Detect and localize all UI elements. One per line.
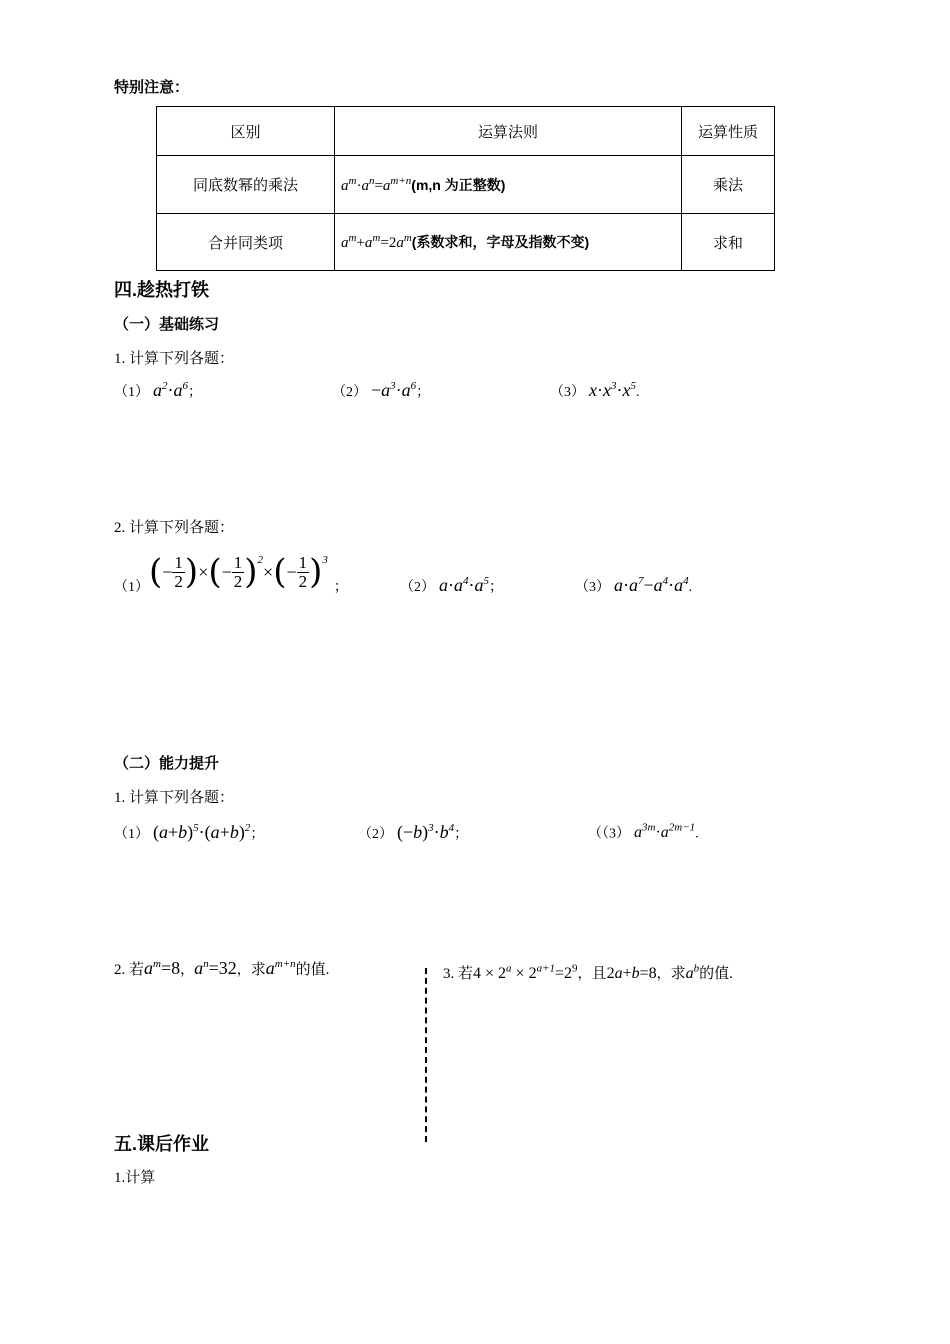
- table-cell: $a^m\cdot a^n=a^{m+n}(m,n$ 为正整数): [335, 156, 682, 214]
- table-header: 运算性质: [682, 107, 775, 156]
- table-row: [157, 156, 775, 214]
- exercise-item: 3. 若$4 \times 2^a \times 2^{a+1}=2^9$，且2a+b=8，求$a^b$的值.: [443, 962, 733, 982]
- subsection-title: （二）能力提升: [114, 755, 220, 772]
- math-expression: $a^m=8$: [144, 958, 181, 978]
- math-expression: $a^{3m}\cdot a^{2m-1}$: [634, 822, 696, 842]
- table-cell: 乘法: [682, 156, 775, 214]
- exercise-item: （1） $a^2\cdot a^6$；: [114, 380, 202, 400]
- math-expression: $a^b$: [685, 962, 700, 982]
- math-expression: 2a+b=8: [606, 965, 657, 982]
- item-label: （（3）: [588, 826, 630, 842]
- rules-table: [156, 106, 775, 271]
- question-stem: 1. 计算下列各题：: [114, 351, 235, 367]
- math-expression: $a^n=32$: [194, 958, 237, 978]
- math-expression: $x\cdot x^3\cdot x^5$: [589, 380, 636, 400]
- math-expression: $a\cdot a^7-a^4\cdot a^4$: [614, 575, 689, 595]
- exercise-item: （3） $a\cdot a^7-a^4\cdot a^4$.: [575, 575, 693, 595]
- table-cell: $a^m+a^m=2a^m$(系数求和，字母及指数不变): [335, 214, 682, 271]
- math-expression: $(a+b)^5\cdot(a+b)^2$: [153, 822, 251, 842]
- math-expression: $-a^3\cdot a^6$: [371, 380, 417, 400]
- question-stem: 1. 计算下列各题：: [114, 790, 235, 806]
- rule-note: (系数求和，字母及指数不变): [411, 234, 590, 250]
- item-label: （3）: [550, 385, 585, 400]
- table-header: 区别: [157, 107, 335, 156]
- exercise-item: 2. 若$a^m=8$，$a^n=32$，求$a^{m+n}$的值.: [114, 958, 330, 978]
- exercise-item: $(2) -a^3\cdot a^6$；: [332, 380, 431, 400]
- item-label: （3）: [575, 580, 610, 595]
- exercise-item: （2） $(-b)^3\cdot b^4$；: [358, 822, 469, 842]
- item-label: （2）: [400, 580, 435, 595]
- table-cell: 求和: [682, 214, 775, 271]
- subsection-title: （一）基础练习: [114, 316, 220, 333]
- item-label: （2）: [358, 827, 393, 842]
- item-label: （2）: [332, 385, 367, 400]
- table-header: 运算法则: [335, 107, 682, 156]
- math-expression: $a\cdot a^4\cdot a^5$: [439, 575, 489, 595]
- exercise-item: （2） $a\cdot a^4\cdot a^5$；: [400, 575, 503, 595]
- table-row: [157, 214, 775, 271]
- math-expression: $a^2\cdot a^6$: [153, 380, 188, 400]
- question-stem: 1.计算: [114, 1170, 156, 1186]
- table-cell: 合并同类项: [157, 214, 335, 271]
- item-label: （1）: [114, 827, 149, 842]
- dashed-divider: [425, 968, 427, 1142]
- section-title: 四.趁热打铁: [114, 280, 210, 300]
- note-title: 特别注意：: [114, 79, 190, 96]
- math-expression: $(-b)^3\cdot b^4$: [397, 822, 455, 842]
- exercise-item: （（3） $a^{3m}\cdot a^{2m-1}$.: [588, 822, 699, 842]
- math-expression: $a^{m+n}$: [265, 958, 296, 978]
- item-label: （1）: [114, 580, 149, 595]
- exercise-item: （1） ( − $\frac{1}{2}$ ) × ( − $\frac{1}{2}$ ) $^2$ × ( − $\frac{1}{2}$ ) $^3$ ；: [114, 552, 348, 595]
- section-title: 五.课后作业: [114, 1134, 210, 1154]
- math-expression: ( − $\frac{1}{2}$ ) × ( − $\frac{1}{2}$ ) $^2$ × ( − $\frac{1}{2}$ ) $^3$: [149, 552, 328, 592]
- math-expression: $4 \times 2^a \times 2^{a+1}=2^9$: [473, 962, 578, 982]
- question-stem: 2. 计算下列各题：: [114, 520, 235, 536]
- item-label: （1）: [114, 385, 149, 400]
- exercise-item: （3） $x\cdot x^3\cdot x^5$.: [550, 380, 640, 400]
- exercise-item: （1） $(a+b)^5\cdot(a+b)^2$；: [114, 822, 265, 842]
- table-cell: 同底数幂的乘法: [157, 156, 335, 214]
- rule-note: (m,n 为正整数): [411, 176, 506, 193]
